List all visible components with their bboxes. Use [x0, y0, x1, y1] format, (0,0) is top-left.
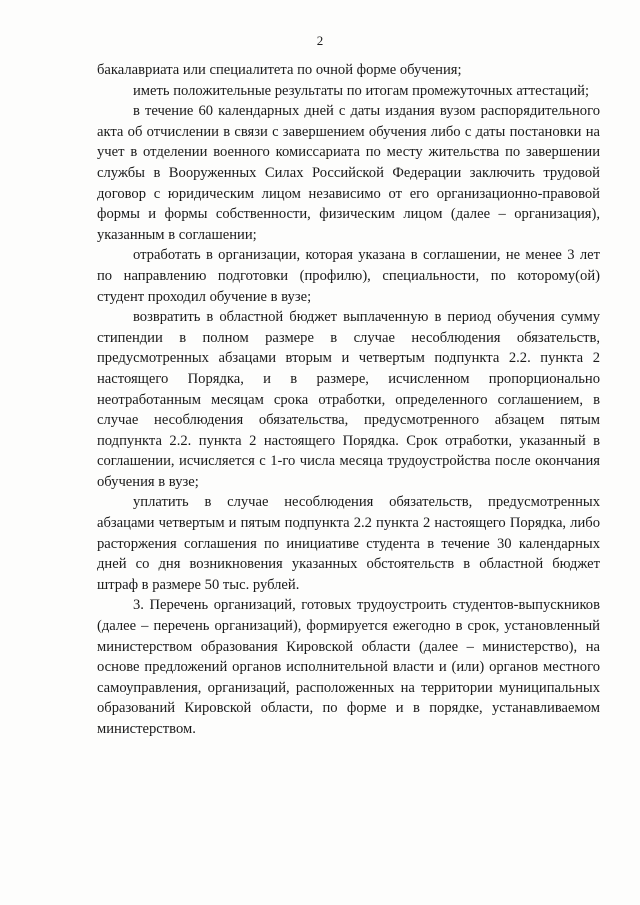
- paragraph-continuation: бакалавриата или специалитета по очной форме обучения;: [97, 62, 462, 78]
- paragraph-penalty: уплатить в случае несоблюдения обязательств, предусмотренных абзацами четвертым и пятым подпункта 2.2 пункта 2 настоящего Порядка, либо расторжения соглашения по инициативе студента в течение 30 календарных дней со дня возникновения указанных обстоятельств в областной бюджет штраф в размере 50 тыс. рублей.: [97, 494, 600, 593]
- paragraph-stipend-refund: возвратить в областной бюджет выплаченную в период обучения сумму стипендии в полном размере в случае несоблюдения обязательств, предусмотренных абзацами вторым и четвертым подпункта 2.2. пункта 2 настоящего Порядка, и в размере, исчисленном пропорционально неотработанным месяцам срока отработки, определенного соглашением, в случае несоблюдения обязательства, предусмотренного абзацем пятым подпункта 2.2. пункта 2 настоящего Порядка. Срок отработки, указанный в соглашении, исчисляется с 1-го числа месяца трудоустройства после окончания обучения в вузе;: [97, 309, 600, 490]
- paragraph-labor-contract: в течение 60 календарных дней с даты издания вузом распорядительного акта об отчислении в связи с завершением обучения либо с даты постановки на учет в отделении военного комиссариата по месту жительства по завершении службы в Вооруженных Силах Российской Федерации заключить трудовой договор с юридическим лицом независимо от его организационно-правовой формы и формы собственности, физическим лицом (далее – организация), указанным в соглашении;: [97, 103, 600, 243]
- document-body: [97, 60, 600, 740]
- page-number: 2: [316, 33, 324, 48]
- paragraph-attestation: иметь положительные результаты по итогам промежуточных аттестаций;: [133, 82, 590, 99]
- paragraph-item-3: 3. Перечень организаций, готовых трудоустроить студентов-выпускников (далее – перечень организаций), формируется ежегодно в срок, установленный министерством образования Кировской области (далее – министерство), на основе предложений органов исполнительной власти и (или) органов местного самоуправления, организаций, расположенных на территории муниципальных образований Кировской области, по форме и в порядке, устанавливаемом министерством.: [97, 597, 600, 737]
- paragraph-work-obligation: отработать в организации, которая указана в соглашении, не менее 3 лет по направлению подготовки (профилю), специальности, по которому(ой) студент проходил обучение в вузе;: [97, 247, 600, 305]
